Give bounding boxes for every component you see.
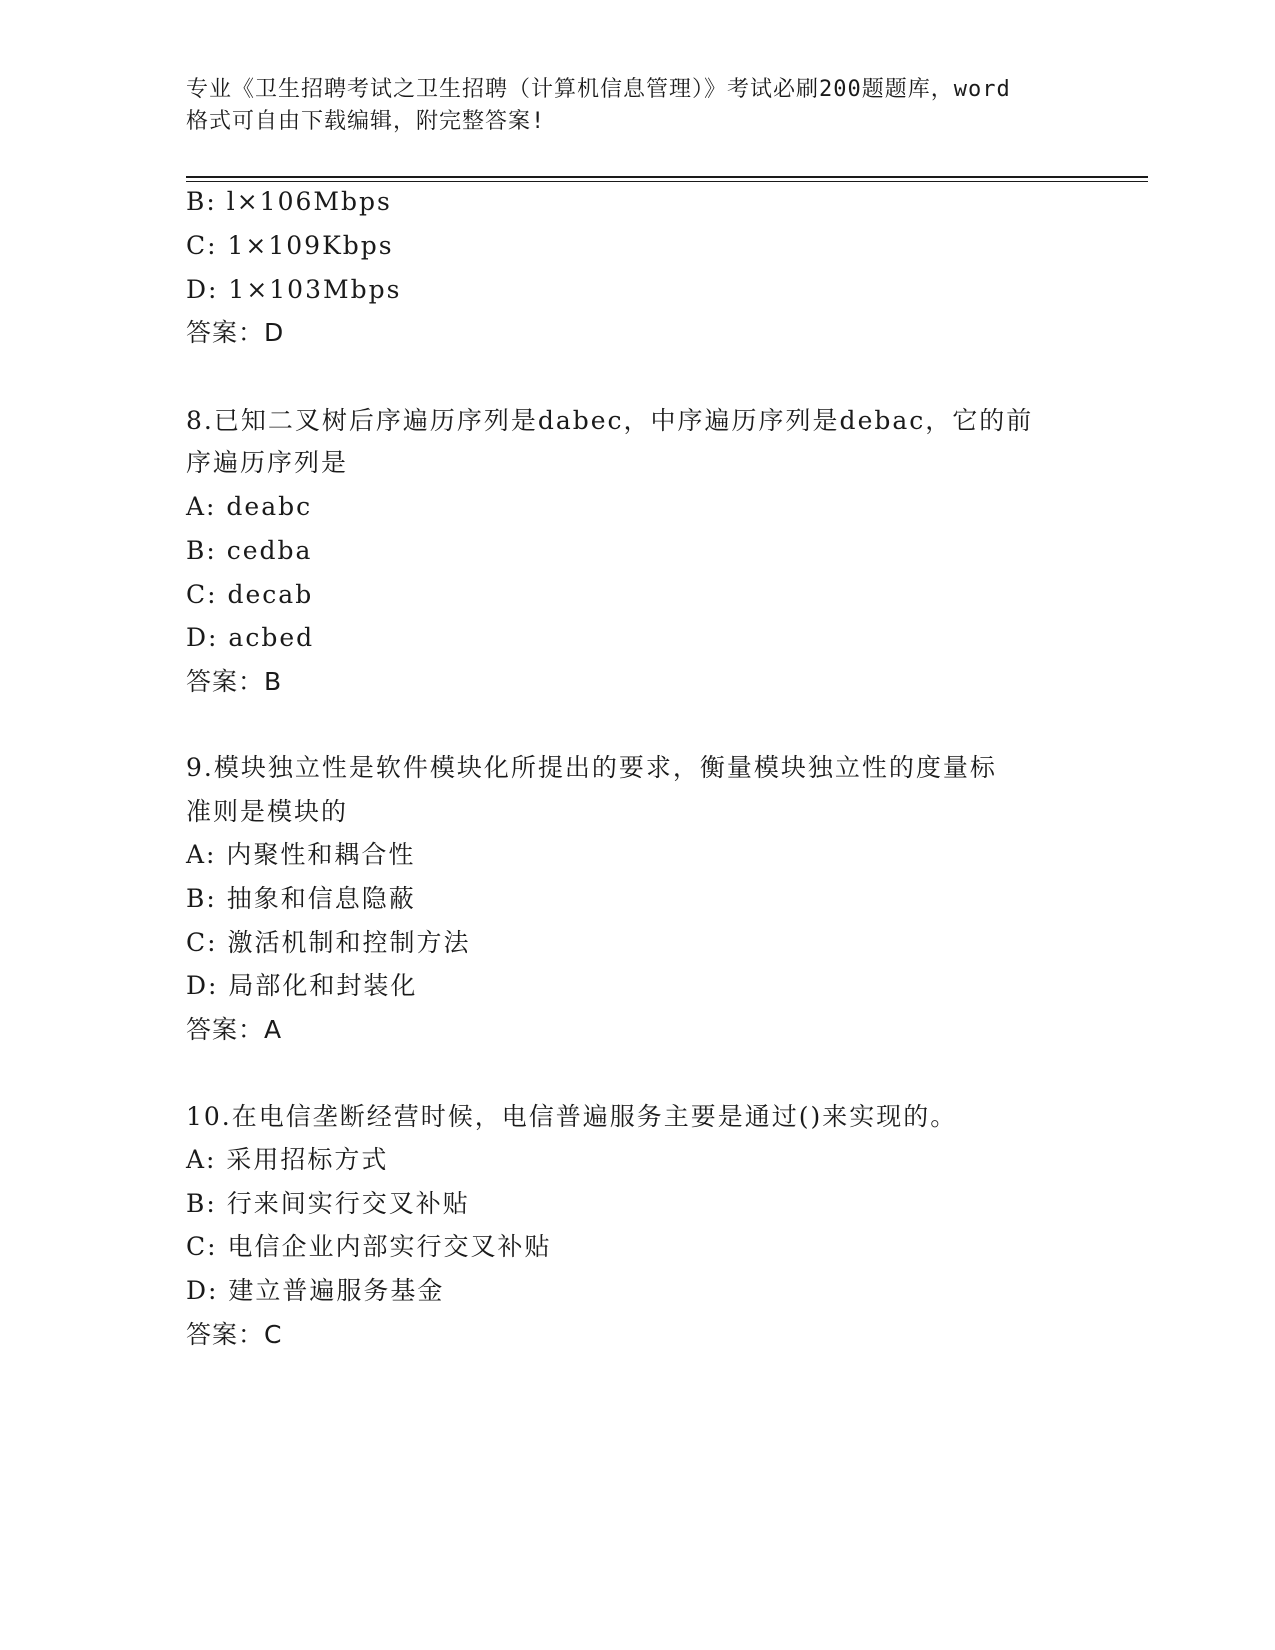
q9-option-a: A: 内聚性和耦合性 — [186, 840, 416, 869]
q7-answer: 答案：D — [186, 318, 285, 347]
q7-option-b: B: l×106Mbps — [186, 187, 392, 216]
q7-option-c: C: 1×109Kbps — [186, 231, 394, 260]
q9-option-d: D: 局部化和封装化 — [186, 971, 418, 1000]
q8-stem-line-1: 8.已知二叉树后序遍历序列是dabec，中序遍历序列是debac，它的前 — [186, 406, 1034, 435]
q10-stem-line-1: 10.在电信垄断经营时候，电信普遍服务主要是通过()来实现的。 — [186, 1102, 958, 1131]
q9-option-b: B: 抽象和信息隐蔽 — [186, 884, 416, 913]
q8-stem-line-2: 序遍历序列是 — [186, 448, 349, 477]
q9-answer: 答案：A — [186, 1015, 283, 1044]
header-rule-thin — [186, 181, 1148, 182]
q9-stem-line-1: 9.模块独立性是软件模块化所提出的要求，衡量模块独立性的度量标 — [186, 753, 997, 782]
header-line-1: 专业《卫生招聘考试之卫生招聘（计算机信息管理）》考试必刷200题题库，word — [186, 77, 1011, 102]
q10-option-a: A: 采用招标方式 — [186, 1145, 389, 1174]
q8-answer: 答案：B — [186, 667, 283, 696]
q10-option-d: D: 建立普遍服务基金 — [186, 1276, 445, 1305]
document-header — [186, 74, 1086, 138]
header-line-2: 格式可自由下载编辑，附完整答案! — [186, 109, 546, 134]
q7-option-d: D: 1×103Mbps — [186, 275, 402, 304]
q10-answer: 答案：C — [186, 1320, 283, 1349]
q10-option-c: C: 电信企业内部实行交叉补贴 — [186, 1232, 552, 1261]
q8-option-b: B: cedba — [186, 536, 313, 565]
q9-option-c: C: 激活机制和控制方法 — [186, 928, 471, 957]
q10-option-b: B: 行来间实行交叉补贴 — [186, 1189, 470, 1218]
header-rule-thick — [186, 176, 1148, 178]
q8-option-d: D: acbed — [186, 623, 315, 652]
q8-option-c: C: decab — [186, 580, 314, 609]
q8-option-a: A: deabc — [186, 492, 313, 521]
q9-stem-line-2: 准则是模块的 — [186, 797, 349, 826]
